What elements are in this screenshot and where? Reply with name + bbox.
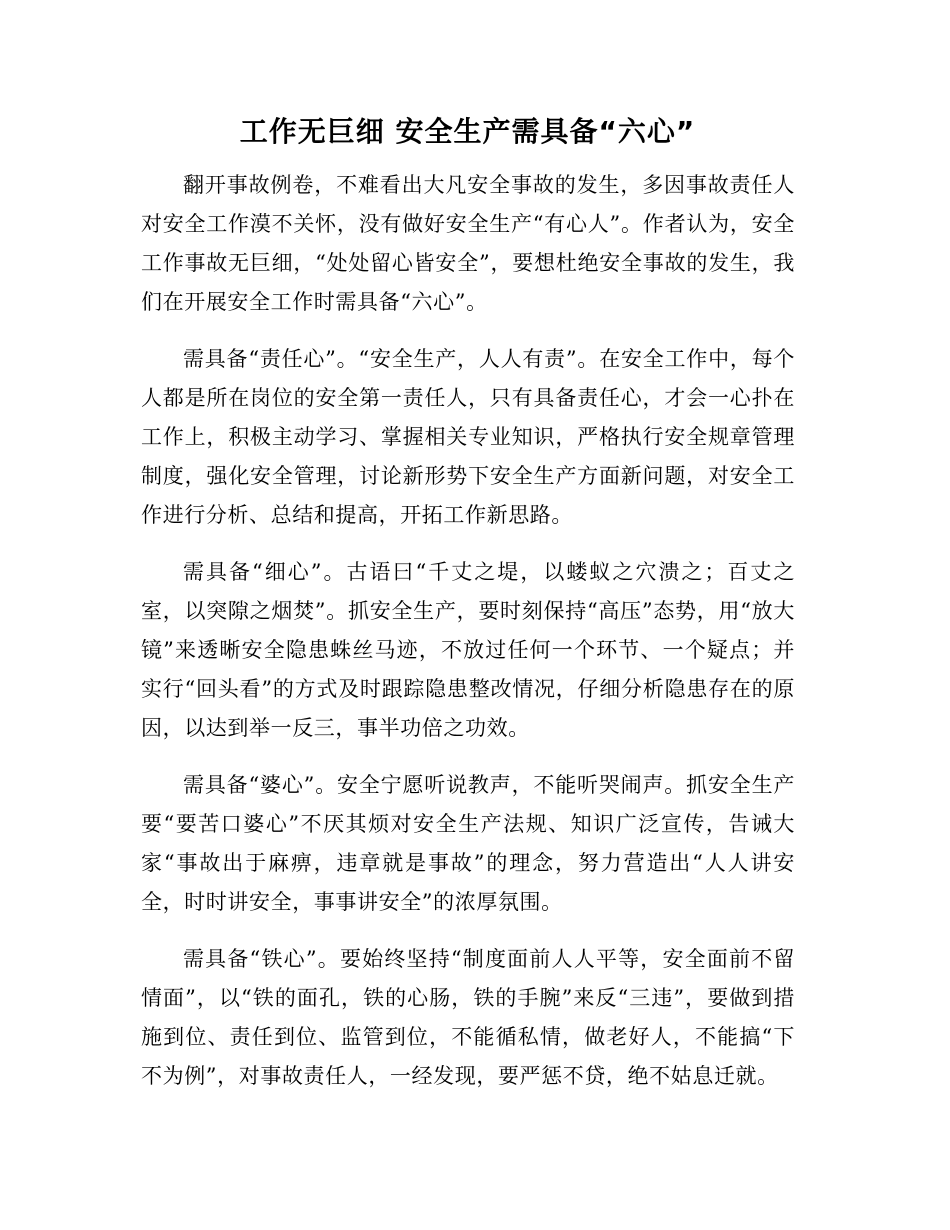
paragraph-responsibility: 需具备“责任心”。“安全生产，人人有责”。在安全工作中，每个人都是所在岗位的安全第一责任人，只有具备责任心，才会一心扑在工作上，积极主动学习、掌握相关专业知识，严格执行安全规章管理制度，强化安全管理，讨论新形势下安全生产方面新问题，对安全工作进行分析、总结和提高，开拓工作新思路。 [141, 347, 795, 527]
paragraph-carefulness: 需具备“细心”。古语曰“千丈之堤，以蝼蚁之穴溃之；百丈之室，以突隙之烟焚”。抓安全生产，要时刻保持“高压”态势，用“放大镜”来透晰安全隐患蛛丝马迹，不放过任何一个环节、一个疑点；并实行“回头看”的方式及时跟踪隐患整改情况，仔细分析隐患存在的原因，以达到举一反三，事半功倍之功效。 [141, 560, 795, 740]
document-body [141, 166, 795, 1114]
document-title: 工作无巨细 安全生产需具备“六心” [239, 115, 696, 148]
paragraph-intro: 翻开事故例卷，不难看出大凡安全事故的发生，多因事故责任人对安全工作漠不关怀，没有做好安全生产“有心人”。作者认为，安全工作事故无巨细，“处处留心皆安全”，要想杜绝安全事故的发生，我们在开展安全工作时需具备“六心”。 [141, 173, 795, 314]
paragraph-patience: 需具备“婆心”。安全宁愿听说教声，不能听哭闹声。抓安全生产要“要苦口婆心”不厌其烦对安全生产法规、知识广泛宣传，告诫大家“事故出于麻痹，违章就是事故”的理念，努力营造出“人人讲安全，时时讲安全，事事讲安全”的浓厚氛围。 [141, 773, 795, 914]
paragraph-firmness: 需具备“铁心”。要始终坚持“制度面前人人平等，安全面前不留情面”，以“铁的面孔，铁的心肠，铁的手腕”来反“三违”，要做到措施到位、责任到位、监管到位，不能循私情，做老好人，不能搞“下不为例”，对事故责任人，一经发现，要严惩不贷，绝不姑息迁就。 [141, 947, 795, 1088]
